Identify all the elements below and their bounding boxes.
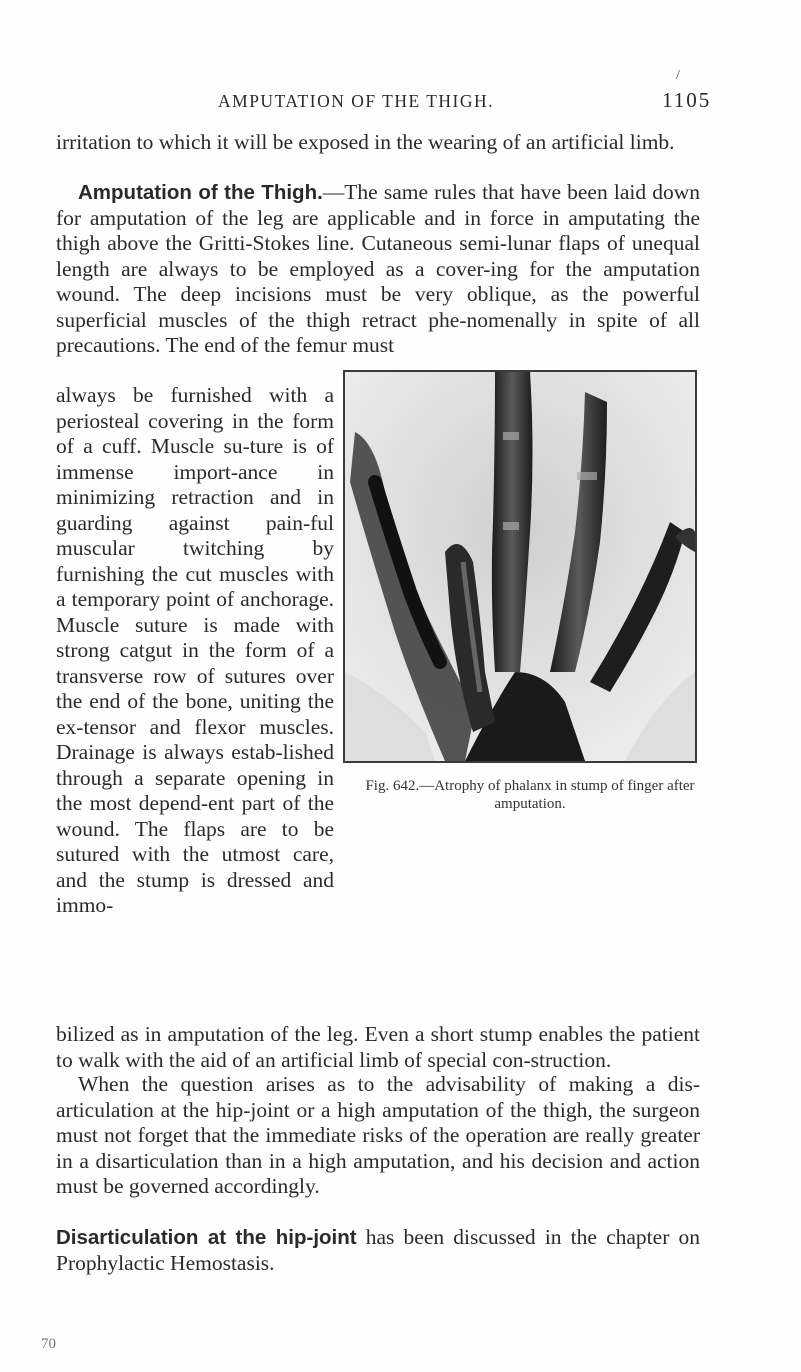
running-title: AMPUTATION OF THE THIGH. [218, 91, 495, 111]
section-heading-thigh: Amputation of the Thigh. [78, 181, 323, 204]
xray-image [345, 372, 695, 761]
section-heading-hip: Disarticulation at the hip-joint [56, 1226, 357, 1249]
section-thigh-continuation: bilized as in amputation of the leg. Even a short stump enables the patient to walk with the aid of an artificial limb of special con-struction. [56, 1022, 700, 1072]
printer-mark: / [676, 68, 680, 83]
section-hip-joint [56, 1225, 700, 1276]
signature-mark: 70 [41, 1336, 56, 1352]
section-thigh-amputation [56, 180, 700, 359]
disarticulation-paragraph: When the question arises as to the advisability of making a dis-articulation at the hip-joint or a high amputation of the thigh, the surgeon must not forget that the immediate risks of the operation are really greater in a disarticulation than in a high amputation, and his decision and action must be governed accordingly. [56, 1072, 700, 1198]
page-number: 1105 [662, 88, 712, 112]
section-hip-text: has been discussed in the chapter on Prophylactic Hemostasis. [56, 1225, 700, 1275]
continuation-paragraph: irritation to which it will be exposed in the wearing of an artificial limb. [56, 130, 675, 154]
section-thigh-narrow-column: always be furnished with a periosteal covering in the form of a cuff. Muscle su-ture is of immense import-ance in minimizing retraction and in guarding against pain-ful muscular twitching by furnishing the cut muscles with a temporary point of anchorage. Muscle suture is made with strong catgut in the form of a transverse row of sutures over the end of the bone, uniting the ex-tensor and flexor muscles. Drainage is always estab-lished through a separate opening in the most depend-ent part of the wound. The flaps are to be sutured with the utmost care, and the stump is dressed and immo- [56, 383, 334, 917]
figure-caption: Fig. 642.—Atrophy of phalanx in stump of finger after amputation. [365, 778, 695, 812]
figure-xray [343, 370, 697, 763]
section-thigh-text: —The same rules that have been laid down for amputation of the leg are applicable and in force in amputating the thigh above the Gritti-Stokes line. Cutaneous semi-lunar flaps of unequal length are always to be employed as a cover-ing for the amputation wound. The deep incisions must be very oblique, as the powerful superficial muscles of the thigh retract phe-nomenally in spite of all precautions. The end of the femur must [56, 180, 700, 357]
